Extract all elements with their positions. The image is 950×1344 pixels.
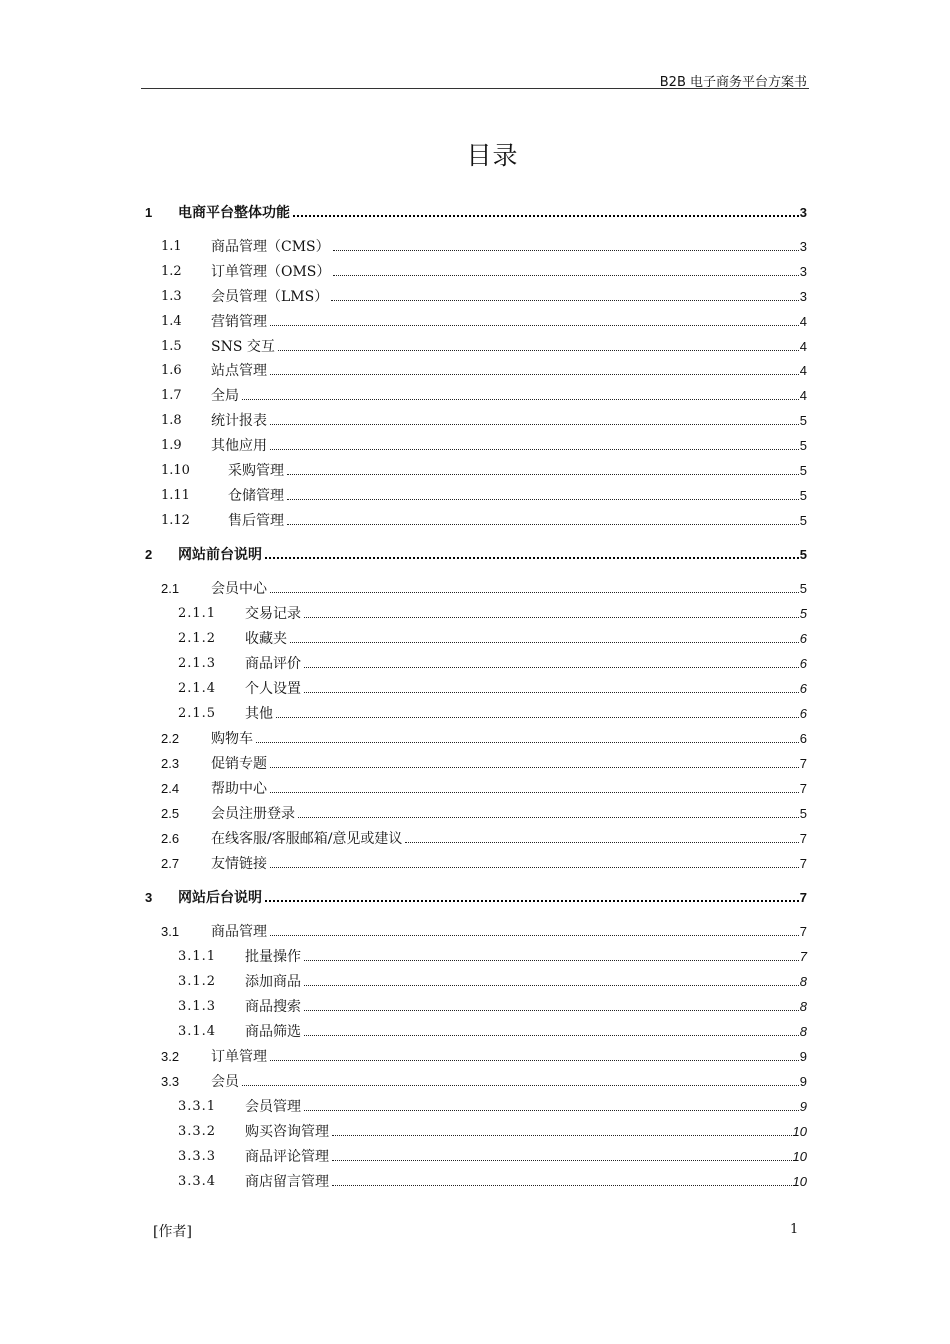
toc-dot-leader <box>293 215 799 217</box>
toc-dot-leader <box>332 1160 792 1161</box>
toc-entry-number: 3.1 <box>161 924 180 939</box>
toc-entry-page: 10 <box>792 1124 807 1139</box>
toc-entry-title: 帮助中心 <box>211 781 267 797</box>
toc-entry-title: 个人设置 <box>245 681 301 697</box>
toc-entry-page: 5 <box>799 463 807 478</box>
toc-entry[interactable] <box>145 652 807 672</box>
toc-entry[interactable] <box>145 285 807 305</box>
toc-entry-number: 2.6 <box>161 831 180 846</box>
toc-entry-title: 站点管理 <box>211 363 267 379</box>
toc-entry-page: 5 <box>799 438 807 453</box>
toc-entry-number: 3.3.3 <box>178 1149 217 1164</box>
toc-entry-number: 3.1.4 <box>178 1024 217 1039</box>
toc-entry-page: 7 <box>799 924 807 939</box>
header-document-title: B2B 电子商务平台方案书 <box>659 75 807 90</box>
toc-entry-title: 其他应用 <box>211 438 267 454</box>
toc-entry-title: 会员注册登录 <box>211 806 295 822</box>
toc-entry[interactable] <box>145 434 807 454</box>
toc-dot-leader <box>256 742 799 743</box>
toc-dot-leader <box>270 1060 799 1061</box>
toc-dot-leader <box>287 474 799 475</box>
toc-entry[interactable] <box>145 1145 807 1165</box>
toc-entry-number: 2.1.3 <box>178 656 217 671</box>
toc-entry-page: 7 <box>799 949 807 964</box>
toc-dot-leader <box>278 350 799 351</box>
toc-dot-leader <box>304 667 799 668</box>
toc-entry-number: 2.1.1 <box>178 606 217 621</box>
toc-dot-leader <box>270 592 799 593</box>
toc-entry[interactable] <box>145 384 807 404</box>
toc-dot-leader <box>304 617 799 618</box>
toc-dot-leader <box>242 1085 799 1086</box>
toc-entry-title: 购物车 <box>211 731 253 747</box>
toc-entry-title: 商店留言管理 <box>245 1174 329 1190</box>
toc-entry[interactable] <box>145 543 807 563</box>
toc-entry-page: 6 <box>799 631 807 646</box>
toc-entry[interactable] <box>145 235 807 255</box>
toc-dot-leader <box>270 424 799 425</box>
toc-entry-page: 3 <box>799 239 807 254</box>
toc-entry[interactable] <box>145 201 807 221</box>
toc-entry-number: 3 <box>145 890 153 905</box>
toc-dot-leader <box>331 300 799 301</box>
toc-dot-leader <box>287 524 799 525</box>
toc-entry-title: 收藏夹 <box>245 631 287 647</box>
toc-entry[interactable] <box>145 409 807 429</box>
toc-dot-leader <box>276 717 799 718</box>
toc-entry-title: 售后管理 <box>228 513 284 529</box>
toc-entry[interactable] <box>145 920 807 940</box>
toc-entry-page: 9 <box>799 1099 807 1114</box>
toc-entry-page: 5 <box>799 606 807 621</box>
toc-entry-page: 9 <box>799 1074 807 1089</box>
toc-entry-page: 5 <box>799 806 807 821</box>
toc-entry-page: 6 <box>799 681 807 696</box>
toc-entry-number: 3.3 <box>161 1074 180 1089</box>
toc-entry[interactable] <box>145 509 807 529</box>
toc-entry-title: 采购管理 <box>228 463 284 479</box>
toc-entry[interactable] <box>145 459 807 479</box>
toc-entry-title: 商品管理（CMS） <box>211 239 330 255</box>
toc-dot-leader <box>304 985 799 986</box>
toc-dot-leader <box>270 792 799 793</box>
toc-dot-leader <box>304 692 799 693</box>
toc-entry[interactable] <box>145 852 807 872</box>
toc-entry-number: 1.3 <box>161 289 182 304</box>
toc-entry-title: 批量操作 <box>245 949 301 965</box>
toc-dot-leader <box>304 1010 799 1011</box>
toc-entry[interactable] <box>145 1170 807 1190</box>
toc-entry-page: 8 <box>799 974 807 989</box>
toc-entry-page: 8 <box>799 1024 807 1039</box>
toc-entry[interactable] <box>145 970 807 990</box>
toc-entry[interactable] <box>145 945 807 965</box>
toc-entry-number: 2.1.5 <box>178 706 217 721</box>
toc-entry-number: 1.4 <box>161 314 182 329</box>
header-divider <box>141 88 809 89</box>
toc-dot-leader <box>332 1135 792 1136</box>
toc-entry-page: 7 <box>799 781 807 796</box>
toc-entry-title: 网站后台说明 <box>178 890 262 906</box>
toc-entry-page: 5 <box>799 413 807 428</box>
toc-entry-page: 6 <box>799 731 807 746</box>
toc-entry[interactable] <box>145 727 807 747</box>
toc-entry-number: 1 <box>145 205 153 220</box>
toc-entry[interactable] <box>145 886 807 906</box>
toc-entry-page: 10 <box>792 1149 807 1164</box>
toc-entry-title: 商品筛选 <box>245 1024 301 1040</box>
toc-dot-leader <box>270 374 799 375</box>
toc-dot-leader <box>270 325 799 326</box>
toc-entry-number: 3.1.1 <box>178 949 217 964</box>
toc-entry-number: 2.1.2 <box>178 631 217 646</box>
toc-entry-page: 6 <box>799 656 807 671</box>
toc-entry-page: 7 <box>799 756 807 771</box>
toc-entry-page: 7 <box>799 856 807 871</box>
toc-dot-leader <box>290 642 799 643</box>
toc-entry-number: 1.11 <box>161 488 190 503</box>
toc-entry-title: 电商平台整体功能 <box>178 205 290 221</box>
toc-entry-page: 9 <box>799 1049 807 1064</box>
toc-entry-number: 1.1 <box>161 239 182 254</box>
toc-entry-page: 4 <box>799 314 807 329</box>
toc-entry-title: 会员中心 <box>211 581 267 597</box>
toc-entry-number: 1.6 <box>161 363 182 378</box>
toc-entry[interactable] <box>145 677 807 697</box>
toc-entry-page: 4 <box>799 388 807 403</box>
toc-entry-number: 2.1 <box>161 581 180 596</box>
toc-entry-page: 10 <box>792 1174 807 1189</box>
toc-entry-number: 1.10 <box>161 463 190 478</box>
toc-entry-number: 2.2 <box>161 731 180 746</box>
toc-entry-title: 促销专题 <box>211 756 267 772</box>
toc-dot-leader <box>304 1035 799 1036</box>
toc-entry[interactable] <box>145 1095 807 1115</box>
toc-entry[interactable] <box>145 602 807 622</box>
toc-entry-page: 4 <box>799 339 807 354</box>
toc-entry-title: SNS 交互 <box>211 339 275 355</box>
toc-entry-page: 5 <box>799 488 807 503</box>
toc-entry[interactable] <box>145 335 807 355</box>
toc-dot-leader <box>270 867 799 868</box>
toc-entry-title: 会员管理（LMS） <box>211 289 329 305</box>
toc-entry-number: 2.4 <box>161 781 180 796</box>
toc-entry-number: 1.5 <box>161 339 182 354</box>
toc-entry-number: 1.7 <box>161 388 182 403</box>
toc-dot-leader <box>298 817 799 818</box>
toc-entry-title: 统计报表 <box>211 413 267 429</box>
toc-entry-title: 仓储管理 <box>228 488 284 504</box>
toc-entry-title: 商品评价 <box>245 656 301 672</box>
toc-entry-page: 4 <box>799 363 807 378</box>
toc-entry-number: 3.3.4 <box>178 1174 217 1189</box>
toc-entry-number: 2.7 <box>161 856 180 871</box>
toc-entry-page: 6 <box>799 706 807 721</box>
toc-dot-leader <box>270 767 799 768</box>
toc-entry-title: 订单管理 <box>211 1049 267 1065</box>
toc-entry-number: 3.3.1 <box>178 1099 217 1114</box>
toc-entry[interactable] <box>145 702 807 722</box>
toc-entry-title: 会员管理 <box>245 1099 301 1115</box>
toc-entry-page: 3 <box>799 264 807 279</box>
toc-entry-page: 7 <box>799 831 807 846</box>
toc-dot-leader <box>333 275 798 276</box>
toc-entry[interactable] <box>145 260 807 280</box>
toc-dot-leader <box>304 1110 799 1111</box>
footer-page-number: 1 <box>790 1222 799 1237</box>
toc-entry[interactable] <box>145 1045 807 1065</box>
toc-entry-number: 1.9 <box>161 438 182 453</box>
toc-entry-title: 添加商品 <box>245 974 301 990</box>
toc-dot-leader <box>287 499 799 500</box>
toc-entry-page: 5 <box>799 581 807 596</box>
toc-entry-number: 3.1.2 <box>178 974 217 989</box>
toc-entry-title: 网站前台说明 <box>178 547 262 563</box>
toc-dot-leader <box>270 935 799 936</box>
toc-dot-leader <box>265 557 799 559</box>
toc-entry[interactable] <box>145 1070 807 1090</box>
toc-entry[interactable] <box>145 484 807 504</box>
toc-entry-page: 5 <box>799 513 807 528</box>
toc-dot-leader <box>270 449 799 450</box>
toc-entry-number: 2.5 <box>161 806 180 821</box>
toc-entry-title: 会员 <box>211 1074 239 1090</box>
toc-entry-title: 商品搜索 <box>245 999 301 1015</box>
toc-entry-title: 交易记录 <box>245 606 301 622</box>
toc-entry[interactable] <box>145 995 807 1015</box>
toc-entry-number: 2 <box>145 547 153 562</box>
toc-entry-number: 2.3 <box>161 756 180 771</box>
toc-entry-title: 购买咨询管理 <box>245 1124 329 1140</box>
toc-entry[interactable] <box>145 310 807 330</box>
toc-entry[interactable] <box>145 827 807 847</box>
footer-author: [作者] <box>153 1224 192 1240</box>
toc-dot-leader <box>265 900 799 902</box>
toc-entry-page: 7 <box>799 890 807 905</box>
toc-entry-title: 商品评论管理 <box>245 1149 329 1165</box>
toc-entry-title: 友情链接 <box>211 856 267 872</box>
toc-entry-title: 订单管理（OMS） <box>211 264 331 280</box>
toc-entry-title: 营销管理 <box>211 314 267 330</box>
toc-entry-page: 8 <box>799 999 807 1014</box>
toc-entry-title: 其他 <box>245 706 273 722</box>
toc-entry-title: 在线客服/客服邮箱/意见或建议 <box>211 831 403 847</box>
toc-heading: 目录 <box>466 141 519 170</box>
toc-entry-page: 3 <box>799 289 807 304</box>
toc-entry-title: 全局 <box>211 388 239 404</box>
toc-entry[interactable] <box>145 752 807 772</box>
toc-dot-leader <box>242 399 799 400</box>
toc-entry-number: 1.8 <box>161 413 182 428</box>
toc-dot-leader <box>332 1185 792 1186</box>
toc-entry[interactable] <box>145 359 807 379</box>
toc-entry-page: 5 <box>799 547 807 562</box>
toc-entry-number: 3.1.3 <box>178 999 217 1014</box>
toc-entry-page: 3 <box>799 205 807 220</box>
toc-entry-number: 1.12 <box>161 513 190 528</box>
toc-dot-leader <box>333 250 799 251</box>
toc-entry[interactable] <box>145 777 807 797</box>
toc-entry-title: 商品管理 <box>211 924 267 940</box>
toc-dot-leader <box>304 960 799 961</box>
toc-entry[interactable] <box>145 802 807 822</box>
toc-dot-leader <box>405 842 798 843</box>
toc-entry[interactable] <box>145 1120 807 1140</box>
toc-entry-number: 3.2 <box>161 1049 180 1064</box>
toc-entry-number: 1.2 <box>161 264 182 279</box>
toc-entry[interactable] <box>145 1020 807 1040</box>
toc-entry[interactable] <box>145 577 807 597</box>
toc-entry-number: 2.1.4 <box>178 681 217 696</box>
toc-entry[interactable] <box>145 627 807 647</box>
toc-entry-number: 3.3.2 <box>178 1124 217 1139</box>
